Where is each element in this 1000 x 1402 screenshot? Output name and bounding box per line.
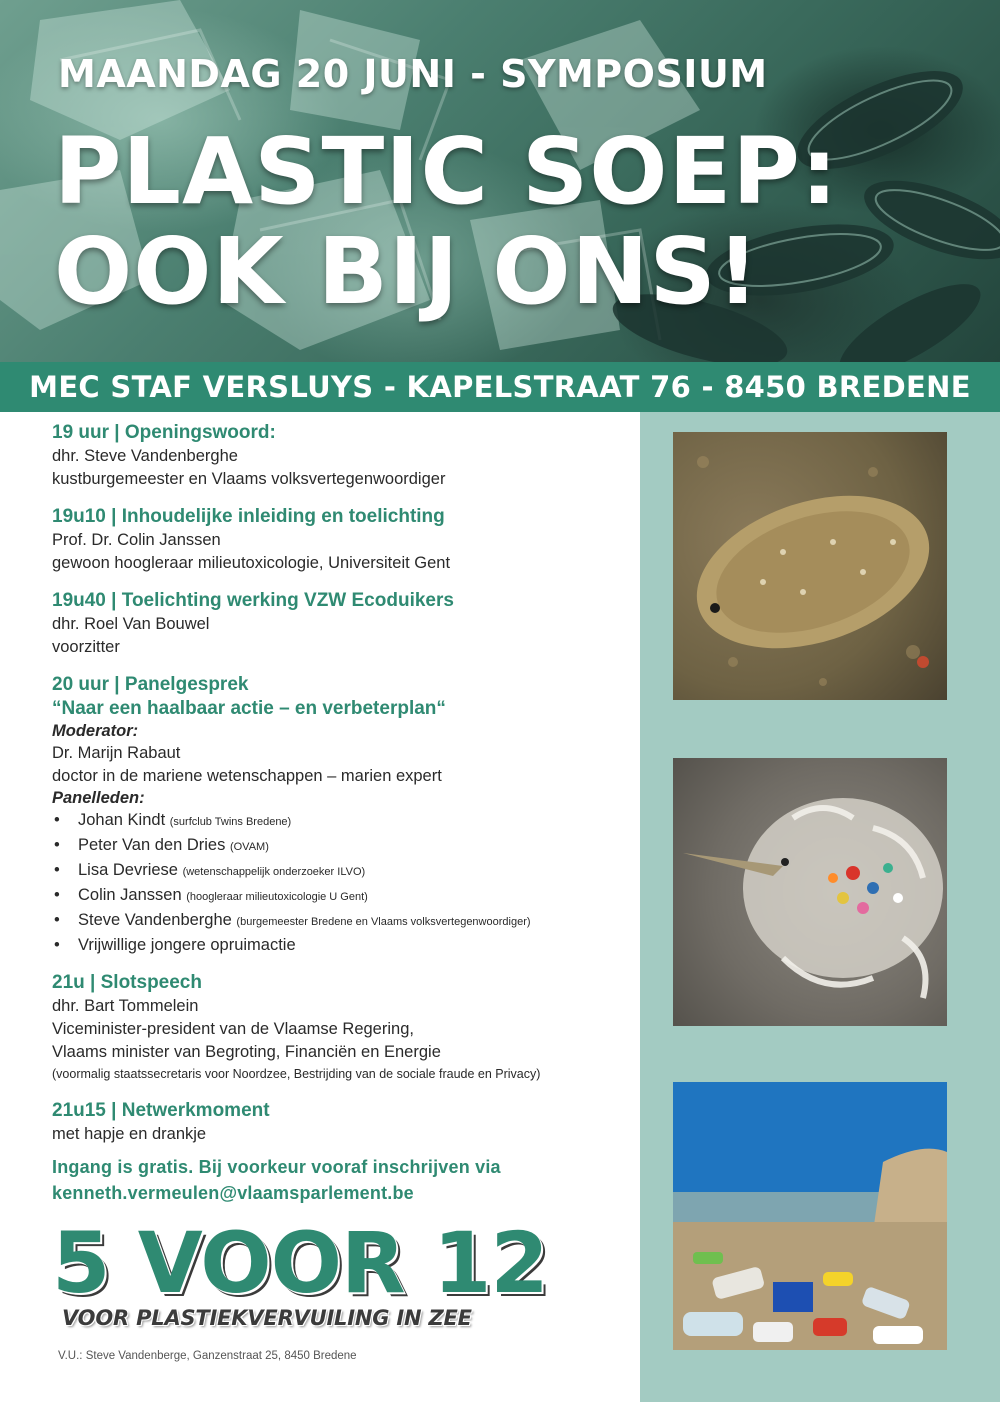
panel-members-label: Panelleden:	[52, 789, 145, 807]
opening-speaker: dhr. Steve Vandenberghe	[52, 447, 238, 465]
publisher-line: V.U.: Steve Vandenberge, Ganzenstraat 25, 8450 Bredene	[58, 1350, 357, 1362]
ecoduikers-speaker: dhr. Roel Van Bouwel	[52, 615, 210, 633]
network-detail: met hapje en drankje	[52, 1125, 207, 1143]
opening-heading: 19 uur | Openingswoord:	[52, 422, 276, 443]
programme	[52, 421, 632, 1206]
panel-member-name: Johan Kindt	[78, 811, 166, 829]
panel-member	[52, 884, 632, 909]
panel-member-note: (wetenschappelijk onderzoeker ILVO)	[182, 866, 366, 878]
intro-block	[52, 505, 632, 575]
network-block	[52, 1099, 632, 1146]
panel-member	[52, 834, 632, 859]
panel-member	[52, 809, 632, 834]
panel-member-name: Colin Janssen	[78, 886, 182, 904]
albatross-carcass-photo	[673, 758, 947, 1026]
closing-role-2: Vlaams minister van Begroting, Financiën en Energie	[52, 1043, 441, 1061]
poster-title	[54, 118, 839, 325]
panel-member	[52, 909, 632, 934]
title-line-2: OOK BIJ ONS!	[54, 218, 760, 325]
intro-role: gewoon hoogleraar milieutoxicologie, Universiteit Gent	[52, 554, 451, 572]
panel-subtitle: “Naar een haalbaar actie – en verbeterplan“	[52, 698, 446, 719]
closing-block	[52, 971, 632, 1085]
ecoduikers-heading: 19u40 | Toelichting werking VZW Ecoduikers	[52, 590, 454, 611]
closing-role-1: Viceminister-president van de Vlaamse Regering,	[52, 1020, 414, 1038]
registration-text: Ingang is gratis. Bij voorkeur vooraf inschrijven via	[52, 1157, 501, 1177]
closing-note: (voormalig staatssecretaris voor Noordzee, Bestrijding van de sociale fraude en Privacy)	[52, 1067, 541, 1081]
closing-speaker: dhr. Bart Tommelein	[52, 997, 199, 1015]
bullet-icon: •	[54, 861, 60, 879]
bullet-icon: •	[54, 811, 60, 829]
opening-role: kustburgemeester en Vlaams volksvertegenwoordiger	[52, 470, 446, 488]
network-heading: 21u15 | Netwerkmoment	[52, 1100, 270, 1121]
panel-heading: 20 uur | Panelgesprek	[52, 674, 249, 695]
panel-member-name: Peter Van den Dries	[78, 836, 226, 854]
registration-email-link[interactable]: kenneth.vermeulen@vlaamsparlement.be	[52, 1183, 414, 1203]
panel-members-list	[52, 809, 632, 957]
opening-block	[52, 421, 632, 491]
panel-member-note: (hoogleraar milieutoxicologie U Gent)	[186, 891, 368, 903]
panel-member	[52, 934, 632, 957]
panel-member-name: Lisa Devriese	[78, 861, 178, 879]
panel-member-note: (surfclub Twins Bredene)	[169, 816, 292, 828]
panel-member-note: (OVAM)	[229, 841, 269, 853]
title-line-1: PLASTIC SOEP:	[54, 118, 839, 225]
intro-speaker: Prof. Dr. Colin Janssen	[52, 531, 221, 549]
ecoduikers-block	[52, 589, 632, 659]
hero-banner	[0, 0, 1000, 362]
beach-litter-photo	[673, 1082, 947, 1350]
ecoduikers-role: voorzitter	[52, 638, 120, 656]
panel-member-name: Vrijwillige jongere opruimactie	[78, 936, 296, 954]
slogan-subline: VOOR PLASTIEKVERVUILING IN ZEE	[62, 1306, 472, 1330]
bullet-icon: •	[54, 911, 60, 929]
event-date: MAANDAG 20 JUNI - SYMPOSIUM	[58, 52, 768, 96]
panel-member-note: (burgemeester Bredene en Vlaams volksvertegenwoordiger)	[236, 916, 531, 928]
moderator-label: Moderator:	[52, 722, 139, 740]
bullet-icon: •	[54, 886, 60, 904]
slogan-headline: 5 VOOR 12	[52, 1214, 548, 1312]
location-bar: MEC STAF VERSLUYS - KAPELSTRAAT 76 - 8450 BREDENE	[0, 362, 1000, 412]
closing-heading: 21u | Slotspeech	[52, 972, 202, 993]
moderator-name: Dr. Marijn Rabaut	[52, 744, 181, 762]
panel-member-name: Steve Vandenberghe	[78, 911, 232, 929]
bullet-icon: •	[54, 936, 60, 954]
panel-member	[52, 859, 632, 884]
flatfish-photo	[673, 432, 947, 700]
panel-block	[52, 673, 632, 957]
intro-heading: 19u10 | Inhoudelijke inleiding en toelichting	[52, 506, 445, 527]
moderator-role: doctor in de mariene wetenschappen – marien expert	[52, 767, 442, 785]
bullet-icon: •	[54, 836, 60, 854]
